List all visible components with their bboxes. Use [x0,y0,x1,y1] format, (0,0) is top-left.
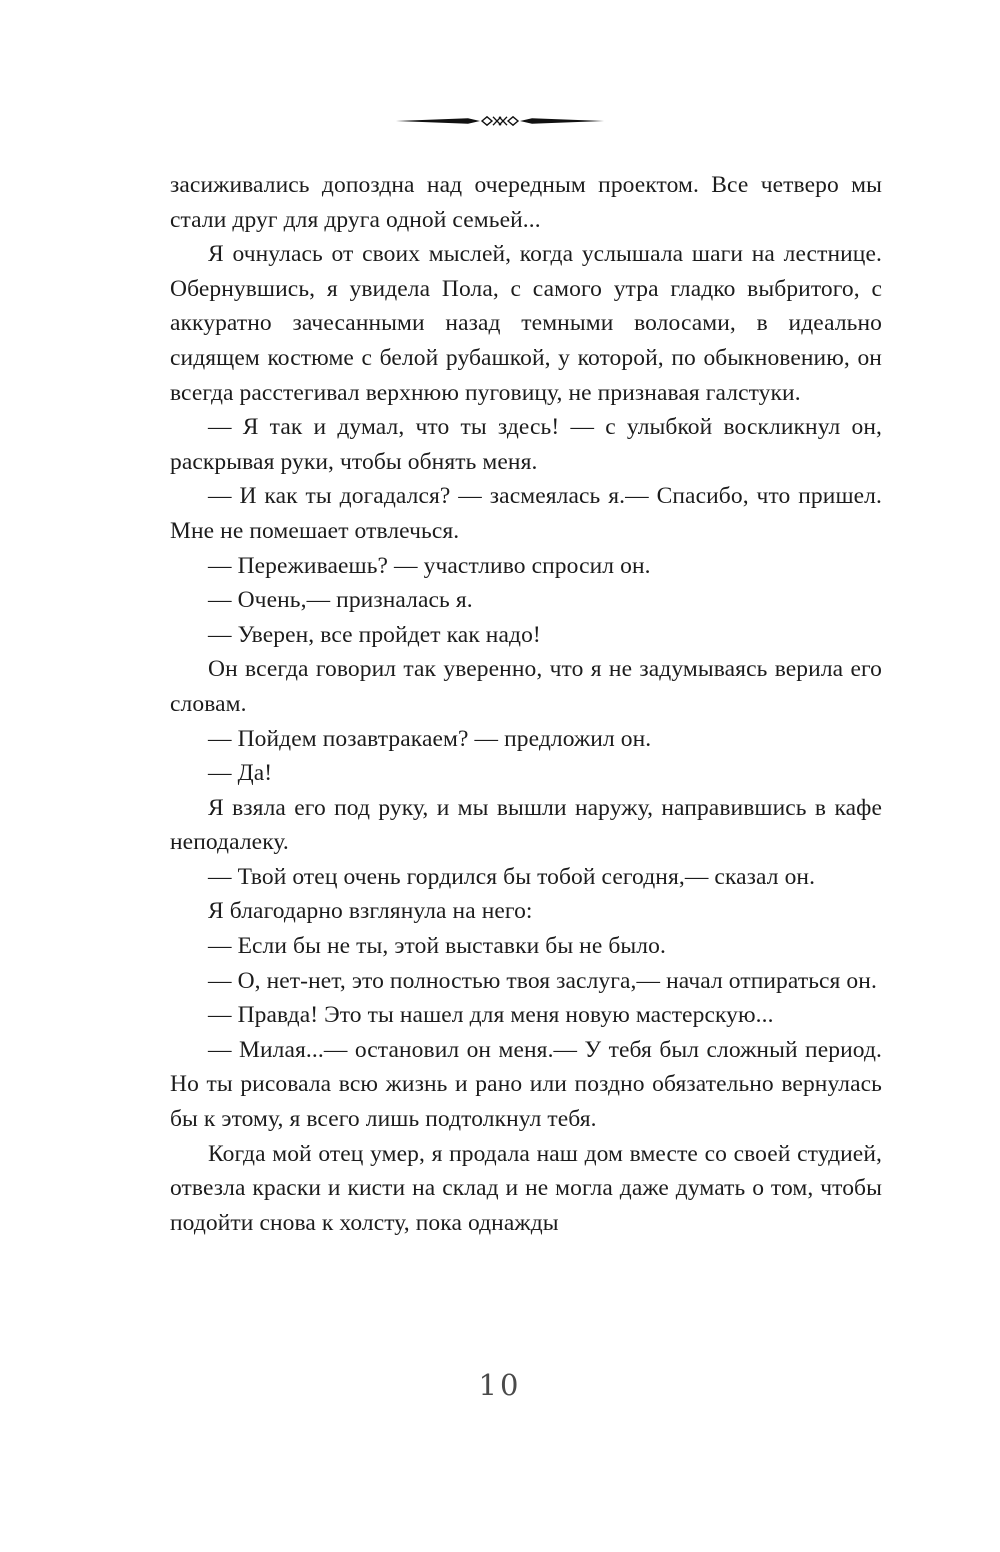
text-block [170,168,882,1240]
paragraph: — Милая...— остановил он меня.— У тебя был сложный период. Но ты рисовала всю жизнь и рано или поздно обязательно вернулась бы к этому, я всего лишь подтолкнул тебя. [170,1036,882,1133]
paragraph: — И как ты догадался? — засмеялась я.— Спасибо, что пришел. Мне не помешает отвлечься. [170,483,882,544]
paragraph: — Очень,— призналась я. [208,587,473,614]
paragraph: — Уверен, все пройдет как надо! [208,621,541,648]
paragraph: — Если бы не ты, этой выставки бы не было. [208,933,666,960]
paragraph: засиживались допоздна над очередным проектом. Все четверо мы стали друг для друга одной семьей... [170,172,882,233]
paragraph: Я взяла его под руку, и мы вышли наружу, направившись в кафе неподалеку. [170,794,882,856]
paragraph: — Пойдем позавтракаем? — предложил он. [208,725,652,752]
paragraph: — Переживаешь? — участливо спросил он. [208,552,651,579]
paragraph: — Я так и думал, что ты здесь! — с улыбкой воскликнул он, раскрывая руки, чтобы обнять меня. [170,414,882,475]
paragraph: — Правда! Это ты нашел для меня новую мастерскую... [208,1002,774,1029]
paragraph: — Твой отец очень гордился бы тобой сегодня,— сказал он. [208,863,816,890]
divider-ornament-icon [390,113,610,129]
paragraph: — О, нет-нет, это полностью твоя заслуга,— начал отпираться он. [208,967,877,994]
chapter-divider [0,112,1000,130]
page-number: 10 [478,1368,522,1402]
paragraph: Он всегда говорил так уверенно, что я не задумываясь верила его словам. [170,656,882,717]
paragraph: — Да! [208,760,273,787]
paragraph: Когда мой отец умер, я продала наш дом вместе со своей студией, отвезла краски и кисти на склад и не могла даже думать о том, чтобы подойти снова к холсту, пока однажды [170,1140,882,1236]
paragraph: Я очнулась от своих мыслей, когда услышала шаги на лестнице. Обернувшись, я увидела Пола, с самого утра гладко выбритого, с аккуратно зачесанными назад темными волосами, в идеально сидящем костюме с белой рубашкой, у которой, по обыкновению, он всегда расстегивал верхнюю пуговицу, не признавая галстуки. [170,241,882,406]
paragraph: Я благодарно взглянула на него: [208,898,533,925]
